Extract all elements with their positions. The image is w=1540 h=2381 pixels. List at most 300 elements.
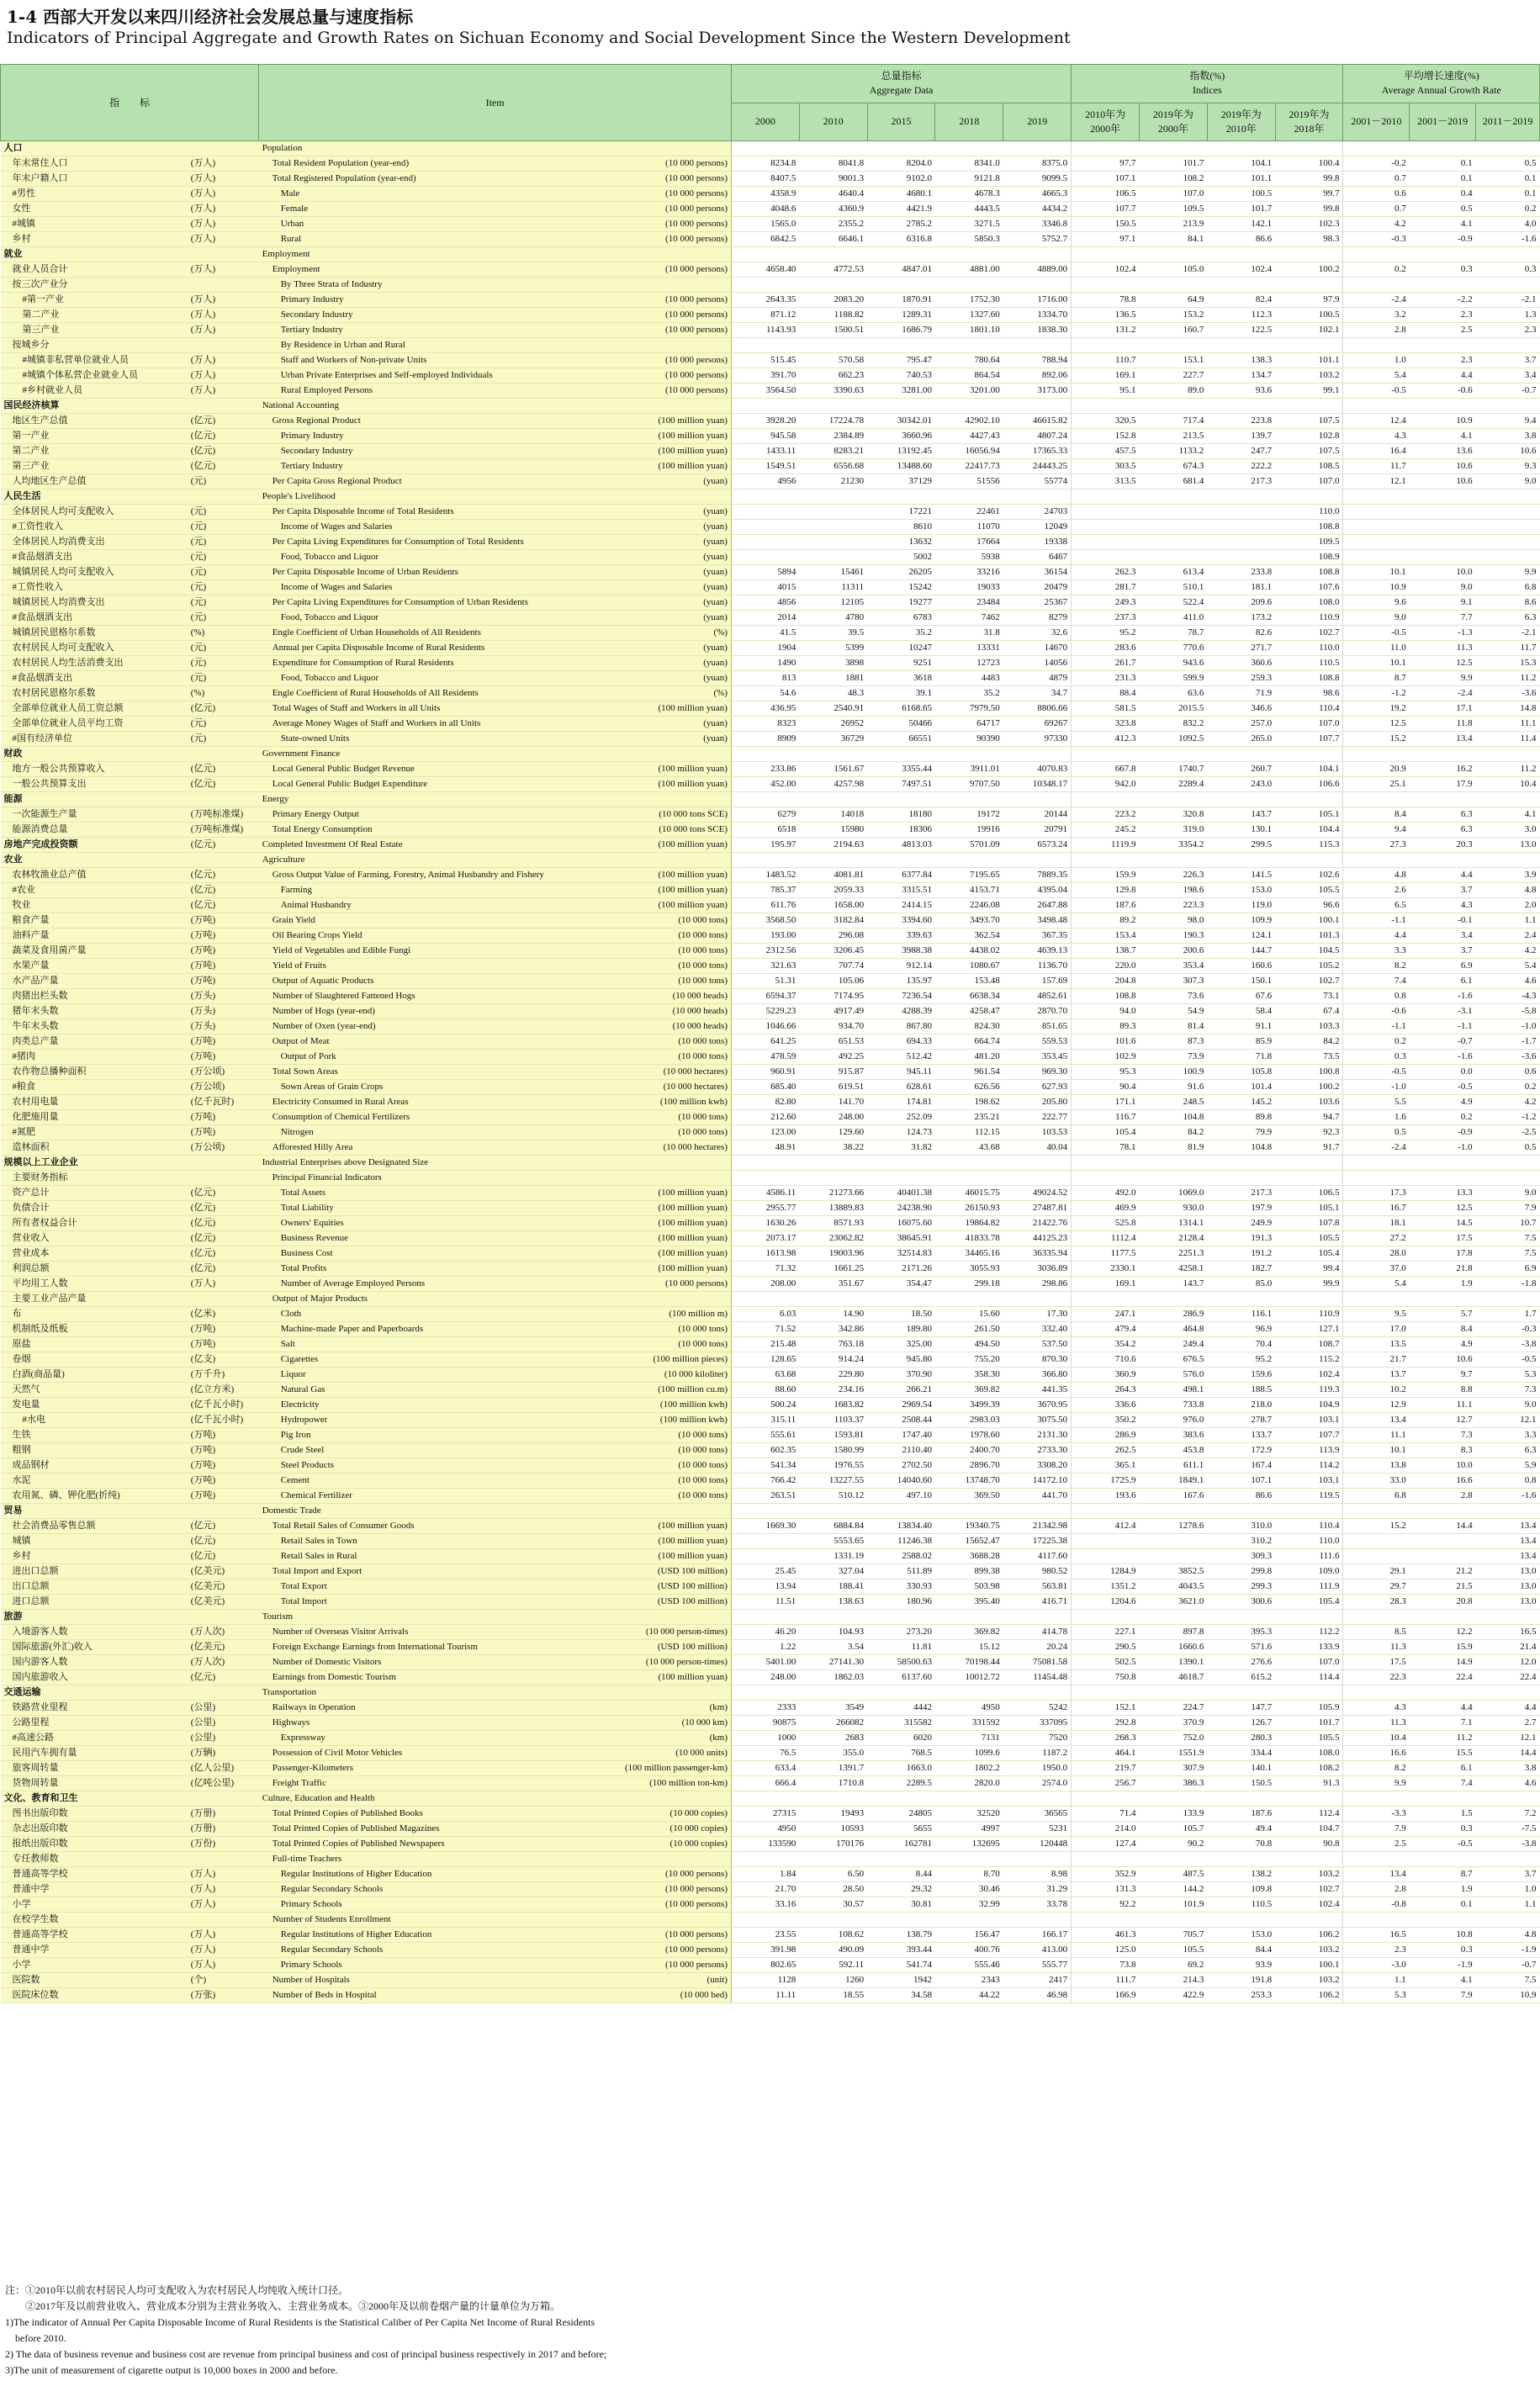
value-cell [1207, 1504, 1275, 1519]
unit-cn: (万人) [188, 217, 259, 232]
value-cell: 189.80 [867, 1322, 935, 1337]
item-en: Number of Hogs (year-end) [259, 1004, 614, 1019]
unit-en: (100 million cu.m) [614, 1383, 731, 1398]
value-cell: 110.0 [1275, 641, 1343, 656]
value-cell: 1904 [731, 641, 799, 656]
value-cell: 14056 [1003, 656, 1072, 671]
table-row [1, 520, 1540, 535]
footnote-line: ②2017年及以前营业收入、营业成本分别为主营业务收入、主营业务成本。③2000年及以前卷烟产量的计量单位为万箱。 [5, 2300, 561, 2312]
value-cell: 7.2 [1476, 1807, 1540, 1822]
value-cell [1072, 550, 1140, 565]
value-cell: 1099.6 [935, 1746, 1003, 1761]
value-cell: 299.5 [1207, 838, 1275, 853]
value-cell: 681.4 [1139, 474, 1207, 489]
value-cell: 78.7 [1139, 626, 1207, 641]
value-cell: 14670 [1003, 641, 1072, 656]
unit-en: (100 million yuan) [614, 868, 731, 883]
value-cell: 23062.82 [799, 1231, 867, 1246]
value-cell: 181.1 [1207, 580, 1275, 595]
value-cell: 169.1 [1072, 368, 1140, 384]
value-cell: 101.1 [1275, 353, 1343, 368]
value-cell: 89.2 [1072, 913, 1140, 929]
value-cell: 1046.66 [731, 1019, 799, 1034]
value-cell: 198.6 [1139, 883, 1207, 898]
value-cell: 75081.58 [1003, 1655, 1072, 1670]
value-cell: 310.2 [1207, 1534, 1275, 1549]
value-cell [1139, 1610, 1207, 1625]
value-cell: 0.5 [1476, 1140, 1540, 1156]
value-cell: 2110.40 [867, 1443, 935, 1458]
value-cell: 51556 [935, 474, 1003, 489]
value-cell [731, 550, 799, 565]
value-cell: 213.9 [1139, 217, 1207, 232]
value-cell: 82.4 [1207, 293, 1275, 308]
value-cell: 190.3 [1139, 929, 1207, 944]
table-row [1, 868, 1540, 883]
value-cell: 109.0 [1275, 1564, 1343, 1579]
table-row [1, 535, 1540, 550]
table-row [1, 308, 1540, 323]
header-aggregate-cn: 总量指标 [881, 70, 922, 82]
unit-en [614, 1610, 731, 1625]
unit-cn: (万人次) [188, 1625, 259, 1640]
value-cell: 11246.38 [867, 1534, 935, 1549]
value-cell: 26952 [799, 717, 867, 732]
value-cell: 3390.63 [799, 384, 867, 399]
value-cell: 34465.16 [935, 1246, 1003, 1262]
value-cell [1207, 1791, 1275, 1807]
value-cell: 2.0 [1476, 898, 1540, 913]
item-en: Female [259, 202, 614, 217]
unit-en [614, 399, 731, 414]
value-cell: 6.1 [1410, 1761, 1476, 1776]
indicator-cn: 专任教师数 [1, 1852, 188, 1867]
unit-en: (10 000 copies) [614, 1837, 731, 1852]
value-cell: 0.8 [1476, 1474, 1540, 1489]
value-cell: 4.0 [1476, 217, 1540, 232]
table-row [1, 1625, 1540, 1640]
value-cell: 138.7 [1072, 944, 1140, 959]
value-cell: 313.5 [1072, 474, 1140, 489]
value-cell: 2.6 [1343, 883, 1410, 898]
value-cell: 1080.67 [935, 959, 1003, 974]
value-cell: 25.1 [1343, 777, 1410, 792]
value-cell: 1143.93 [731, 323, 799, 338]
item-en: Primary Energy Output [259, 807, 614, 823]
value-cell: 12.1 [1476, 1731, 1540, 1746]
value-cell: 73.9 [1139, 1050, 1207, 1065]
value-cell [731, 520, 799, 535]
value-cell: -0.1 [1410, 913, 1476, 929]
value-cell: 369.82 [935, 1383, 1003, 1398]
value-cell: 95.3 [1072, 1065, 1140, 1080]
header-growth-col: 2001－2019 [1410, 103, 1476, 141]
value-cell: 611.76 [731, 898, 799, 913]
value-cell: 103.53 [1003, 1125, 1072, 1140]
value-cell [1003, 399, 1072, 414]
footnote-line: 注：①2010年以前农村居民人均可支配收入为农村居民人均纯收入统计口径。 [5, 2284, 349, 2296]
value-cell: 1119.9 [1072, 838, 1140, 853]
section-row [1, 1156, 1540, 1171]
value-cell [935, 1685, 1003, 1701]
header-indices [1072, 65, 1343, 103]
value-cell: 119.3 [1275, 1383, 1343, 1398]
value-cell: 132695 [935, 1837, 1003, 1852]
value-cell: -1.7 [1476, 1034, 1540, 1050]
value-cell: 108.9 [1275, 550, 1343, 565]
value-cell: 100.9 [1139, 1065, 1207, 1080]
value-cell [731, 792, 799, 807]
indicator-cn: 全部单位就业人员工资总额 [1, 701, 188, 717]
value-cell: 310.0 [1207, 1519, 1275, 1534]
value-cell: 101.1 [1207, 172, 1275, 187]
unit-cn: (亿美元) [188, 1640, 259, 1655]
unit-cn: (万份) [188, 1837, 259, 1852]
value-cell [1476, 278, 1540, 293]
value-cell: 4258.47 [935, 1004, 1003, 1019]
value-cell: 3055.93 [935, 1262, 1003, 1277]
value-cell: 4358.9 [731, 187, 799, 202]
value-cell [1343, 1685, 1410, 1701]
unit-cn: (元) [188, 717, 259, 732]
unit-cn: (万张) [188, 1988, 259, 2003]
value-cell: 2.8 [1410, 1489, 1476, 1504]
value-cell [867, 1791, 935, 1807]
value-cell: 217.3 [1207, 474, 1275, 489]
value-cell: 320.8 [1139, 807, 1207, 823]
value-cell: 191.8 [1207, 1973, 1275, 1988]
value-cell: 9.7 [1410, 1368, 1476, 1383]
value-cell: 6.8 [1343, 1489, 1410, 1504]
unit-en: (km) [614, 1731, 731, 1746]
value-cell: 13748.70 [935, 1474, 1003, 1489]
indicator-cn: 城镇居民人均消费支出 [1, 595, 188, 611]
value-cell: 13.0 [1476, 838, 1540, 853]
value-cell: 93.6 [1207, 384, 1275, 399]
value-cell [731, 535, 799, 550]
value-cell [867, 792, 935, 807]
value-cell: 104.1 [1275, 762, 1343, 777]
table-row [1, 1171, 1540, 1186]
value-cell: 395.40 [935, 1595, 1003, 1610]
item-en: Per Capita Disposable Income of Urban Residents [259, 565, 614, 580]
value-cell: 497.10 [867, 1489, 935, 1504]
value-cell: 29.1 [1343, 1564, 1410, 1579]
value-cell: 107.1 [1207, 1474, 1275, 1489]
value-cell: 5.3 [1343, 1988, 1410, 2003]
indicator-cn: 医院床位数 [1, 1988, 188, 2003]
value-cell: 229.80 [799, 1368, 867, 1383]
value-cell: 26150.93 [935, 1201, 1003, 1216]
unit-en: (10 000 tons) [614, 1458, 731, 1474]
value-cell: 167.4 [1207, 1458, 1275, 1474]
value-cell [1410, 247, 1476, 262]
header-growth-cn: 平均增长速度(%) [1403, 70, 1479, 82]
unit-en: (%) [614, 686, 731, 701]
value-cell [1476, 338, 1540, 353]
value-cell: 89.3 [1072, 1019, 1140, 1034]
item-en: Highways [259, 1716, 614, 1731]
value-cell [1343, 399, 1410, 414]
value-cell: 103.1 [1275, 1413, 1343, 1428]
value-cell: 97.9 [1275, 293, 1343, 308]
value-cell: 130.1 [1207, 823, 1275, 838]
value-cell: 337095 [1003, 1716, 1072, 1731]
value-cell: -0.8 [1343, 1897, 1410, 1913]
value-cell: 10593 [799, 1822, 867, 1837]
value-cell [731, 1534, 799, 1549]
value-cell: 17.1 [1410, 701, 1476, 717]
unit-cn: (万人) [188, 1958, 259, 1973]
unit-en [614, 338, 731, 353]
unit-en: (10 000 bed) [614, 1988, 731, 2003]
item-en: Retail Sales in Town [259, 1534, 614, 1549]
value-cell: 360.6 [1207, 656, 1275, 671]
value-cell [1275, 1504, 1343, 1519]
indicator-cn: 牛年末头数 [1, 1019, 188, 1034]
value-cell [1139, 399, 1207, 414]
value-cell [1072, 747, 1140, 762]
value-cell: 2.4 [1476, 929, 1540, 944]
value-cell: 8.2 [1343, 1761, 1410, 1776]
value-cell: 150.5 [1207, 1776, 1275, 1791]
value-cell: 91.6 [1139, 1080, 1207, 1095]
value-cell: 13.5 [1343, 1337, 1410, 1352]
table-row [1, 1534, 1540, 1549]
footnotes [5, 2283, 1536, 2378]
unit-en: (100 million yuan) [614, 1201, 731, 1216]
value-cell: 10.1 [1343, 565, 1410, 580]
value-cell: 832.2 [1139, 717, 1207, 732]
value-cell: 320.5 [1072, 414, 1140, 429]
item-en: Total Liability [259, 1201, 614, 1216]
value-cell: 2343 [935, 1973, 1003, 1988]
value-cell: 24238.90 [867, 1201, 935, 1216]
value-cell: 18.55 [799, 1988, 867, 2003]
value-cell: 1838.30 [1003, 323, 1072, 338]
indicator-cn: #城镇个体私营企业就业人员 [1, 368, 188, 384]
indicator-cn: 农村用电量 [1, 1095, 188, 1110]
value-cell: 785.37 [731, 883, 799, 898]
table-row [1, 1231, 1540, 1246]
value-cell [867, 1913, 935, 1928]
indicator-cn: 旅游 [1, 1610, 188, 1625]
unit-en: (10 000 tons) [614, 959, 731, 974]
indicator-cn: 第二产业 [1, 308, 188, 323]
value-cell: 93.9 [1207, 1958, 1275, 1973]
value-cell: 441.70 [1003, 1489, 1072, 1504]
value-cell [1003, 141, 1072, 156]
value-cell: 4048.6 [731, 202, 799, 217]
value-cell: 4015 [731, 580, 799, 595]
unit-en [614, 247, 731, 262]
value-cell: 102.1 [1275, 323, 1343, 338]
value-cell: 108.8 [1275, 671, 1343, 686]
value-cell: 41833.78 [935, 1231, 1003, 1246]
value-cell: 12.9 [1343, 1398, 1410, 1413]
item-en: Urban [259, 217, 614, 232]
value-cell: 511.89 [867, 1564, 935, 1579]
value-cell: 247.1 [1072, 1307, 1140, 1322]
item-en: Energy [259, 792, 614, 807]
value-cell: 3621.0 [1139, 1595, 1207, 1610]
indicator-cn: 原盐 [1, 1337, 188, 1352]
table-row [1, 1262, 1540, 1277]
indicator-cn: 第一产业 [1, 429, 188, 444]
value-cell: 173.2 [1207, 611, 1275, 626]
unit-cn: (亿美元) [188, 1595, 259, 1610]
value-cell [935, 278, 1003, 293]
value-cell: 107.5 [1275, 444, 1343, 459]
value-cell [1476, 1610, 1540, 1625]
value-cell [867, 1610, 935, 1625]
value-cell: 95.2 [1072, 626, 1140, 641]
value-cell: 208.00 [731, 1277, 799, 1292]
value-cell: 106.5 [1072, 187, 1140, 202]
value-cell [1139, 1913, 1207, 1928]
value-cell: 2355.2 [799, 217, 867, 232]
value-cell: 22.3 [1343, 1670, 1410, 1685]
value-cell: 9.1 [1410, 595, 1476, 611]
value-cell: 108.0 [1275, 1746, 1343, 1761]
table-row [1, 595, 1540, 611]
unit-en: (10 000 heads) [614, 989, 731, 1004]
value-cell [867, 399, 935, 414]
value-cell: 16.5 [1476, 1625, 1540, 1640]
unit-en: (10 000 tons) [614, 1034, 731, 1050]
value-cell [1343, 489, 1410, 505]
value-cell: 1351.2 [1072, 1579, 1140, 1595]
value-cell: -3.8 [1476, 1337, 1540, 1352]
value-cell: 36565 [1003, 1807, 1072, 1822]
value-cell: -1.0 [1343, 1080, 1410, 1095]
unit-cn: (元) [188, 611, 259, 626]
value-cell: 17225.38 [1003, 1534, 1072, 1549]
value-cell [1343, 1534, 1410, 1549]
unit-en: (10 000 tons) [614, 1050, 731, 1065]
value-cell: 3.9 [1476, 868, 1540, 883]
item-en: Farming [259, 883, 614, 898]
indicator-cn: 交通运输 [1, 1685, 188, 1701]
value-cell: 263.51 [731, 1489, 799, 1504]
value-cell: 172.9 [1207, 1443, 1275, 1458]
unit-cn: (亿元) [188, 459, 259, 474]
header-year-2000: 2000 [731, 103, 799, 141]
value-cell: 101.7 [1275, 1716, 1343, 1731]
value-cell: 4618.7 [1139, 1670, 1207, 1685]
value-cell: 0.2 [1410, 1110, 1476, 1125]
value-cell [1139, 747, 1207, 762]
value-cell: 167.6 [1139, 1489, 1207, 1504]
table-row [1, 444, 1540, 459]
value-cell: 4879 [1003, 671, 1072, 686]
value-cell: 212.60 [731, 1110, 799, 1125]
value-cell: 43.68 [935, 1140, 1003, 1156]
value-cell: 15.60 [935, 1307, 1003, 1322]
value-cell: 899.38 [935, 1564, 1003, 1579]
unit-cn: (万吨) [188, 1050, 259, 1065]
value-cell: 478.59 [731, 1050, 799, 1065]
value-cell [1476, 489, 1540, 505]
value-cell [1410, 550, 1476, 565]
value-cell: 231.3 [1072, 671, 1140, 686]
value-cell: 106.2 [1275, 1928, 1343, 1943]
value-cell [1410, 535, 1476, 550]
value-cell: 0.3 [1343, 1050, 1410, 1065]
table-row [1, 1564, 1540, 1579]
value-cell: 32.6 [1003, 626, 1072, 641]
item-en: Total Energy Consumption [259, 823, 614, 838]
unit-en: (10 000 tons) [614, 1474, 731, 1489]
value-cell: 14.90 [799, 1307, 867, 1322]
value-cell: 332.40 [1003, 1322, 1072, 1337]
value-cell [1003, 1852, 1072, 1867]
item-en: People's Livelihood [259, 489, 614, 505]
value-cell: 10.1 [1343, 1443, 1410, 1458]
value-cell: 13488.60 [867, 459, 935, 474]
value-cell: 1188.82 [799, 308, 867, 323]
item-en: Principal Financial Indicators [259, 1171, 614, 1186]
unit-cn: (万吨) [188, 1458, 259, 1474]
indicator-cn: 国际旅游(外汇)收入 [1, 1640, 188, 1655]
value-cell: 11.2 [1410, 1731, 1476, 1746]
value-cell: 4665.3 [1003, 187, 1072, 202]
value-cell: 32520 [935, 1807, 1003, 1822]
unit-cn: (万人) [188, 202, 259, 217]
value-cell: 50466 [867, 717, 935, 732]
value-cell: 0.2 [1476, 1080, 1540, 1095]
value-cell [1410, 1913, 1476, 1928]
value-cell [867, 247, 935, 262]
unit-cn: (亿元) [188, 1670, 259, 1685]
value-cell: 7.9 [1476, 1201, 1540, 1216]
item-en: Total Wages of Staff and Workers in all Units [259, 701, 614, 717]
table-row [1, 626, 1540, 641]
value-cell: 143.7 [1207, 807, 1275, 823]
table-row [1, 580, 1540, 595]
value-cell: 223.8 [1207, 414, 1275, 429]
value-cell: 1950.0 [1003, 1761, 1072, 1776]
value-cell: 541.34 [731, 1458, 799, 1474]
value-cell [1003, 792, 1072, 807]
value-cell: 1289.31 [867, 308, 935, 323]
value-cell: 4395.04 [1003, 883, 1072, 898]
value-cell: 321.63 [731, 959, 799, 974]
value-cell: 11.0 [1343, 641, 1410, 656]
section-row [1, 247, 1540, 262]
value-cell [1476, 1791, 1540, 1807]
indicator-cn: 在校学生数 [1, 1913, 188, 1928]
value-cell: 76.5 [731, 1746, 799, 1761]
value-cell: 457.5 [1072, 444, 1140, 459]
value-cell: 92.3 [1275, 1125, 1343, 1140]
value-cell [1275, 399, 1343, 414]
value-cell: 525.8 [1072, 1216, 1140, 1231]
value-cell: 20479 [1003, 580, 1072, 595]
value-cell: 2059.33 [799, 883, 867, 898]
value-cell: 105.2 [1275, 959, 1343, 974]
unit-cn: (万吨) [188, 1125, 259, 1140]
indicator-cn: 主要工业产品产量 [1, 1292, 188, 1307]
value-cell: 290.5 [1072, 1640, 1140, 1655]
value-cell: 27.2 [1343, 1231, 1410, 1246]
value-cell: 1849.1 [1139, 1474, 1207, 1489]
header-index-col: 2019年为2018年 [1275, 103, 1343, 141]
unit-cn: (亿元) [188, 444, 259, 459]
value-cell: 355.0 [799, 1746, 867, 1761]
value-cell: 1630.26 [731, 1216, 799, 1231]
item-en: Cement [259, 1474, 614, 1489]
